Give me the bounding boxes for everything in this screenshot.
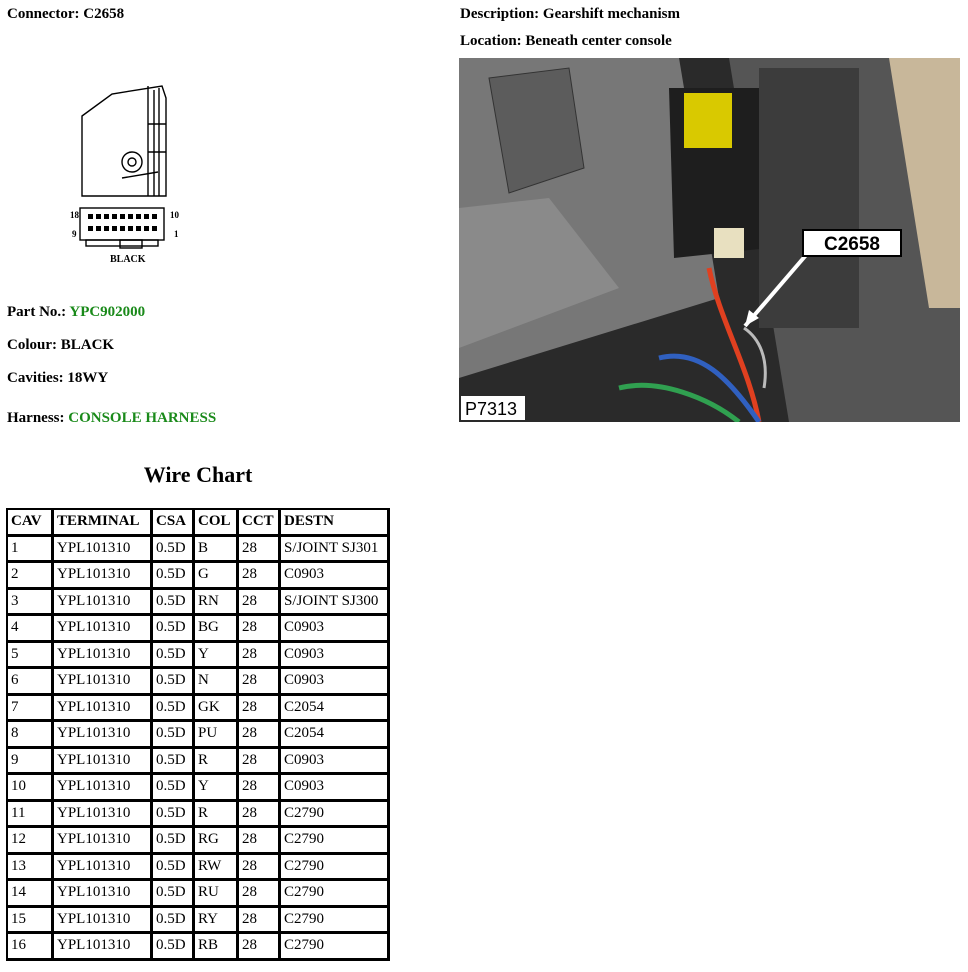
cell-csa: 0.5D	[153, 696, 195, 723]
part-number-link[interactable]: YPC902000	[69, 304, 146, 320]
cell-csa: 0.5D	[153, 881, 195, 908]
cell-destn: C0903	[281, 563, 390, 590]
part-number-field	[7, 304, 145, 321]
cell-terminal: YPL101310	[54, 775, 153, 802]
cell-col: Y	[195, 775, 239, 802]
cavities-value: 18WY	[67, 370, 109, 386]
diagram-colour-caption: BLACK	[110, 254, 146, 265]
cell-cav: 10	[8, 775, 54, 802]
colour-field	[7, 337, 114, 354]
wire-chart-row	[8, 643, 390, 670]
wire-chart-row	[8, 775, 390, 802]
cell-destn: C0903	[281, 643, 390, 670]
wire-chart-row	[8, 934, 390, 961]
cell-destn: S/JOINT SJ301	[281, 537, 390, 564]
cell-csa: 0.5D	[153, 802, 195, 829]
wire-chart-row	[8, 669, 390, 696]
cell-cav: 12	[8, 828, 54, 855]
connector-value: C2658	[83, 6, 125, 22]
cell-terminal: YPL101310	[54, 696, 153, 723]
cell-col: R	[195, 802, 239, 829]
wire-chart-title: Wire Chart	[143, 462, 253, 487]
connector-label: Connector:	[7, 6, 80, 22]
cell-cav: 1	[8, 537, 54, 564]
cell-terminal: YPL101310	[54, 643, 153, 670]
cell-csa: 0.5D	[153, 563, 195, 590]
cell-cav: 16	[8, 934, 54, 961]
cell-cav: 15	[8, 908, 54, 935]
cell-csa: 0.5D	[153, 669, 195, 696]
cell-destn: C2054	[281, 722, 390, 749]
cell-col: RN	[195, 590, 239, 617]
cell-csa: 0.5D	[153, 616, 195, 643]
cell-cct: 28	[239, 934, 281, 961]
cell-csa: 0.5D	[153, 855, 195, 882]
cell-cav: 14	[8, 881, 54, 908]
cell-cct: 28	[239, 537, 281, 564]
description-label: Description:	[460, 6, 540, 22]
cell-cav: 3	[8, 590, 54, 617]
cell-cct: 28	[239, 749, 281, 776]
part-number-label: Part No.:	[7, 304, 67, 320]
cell-cav: 4	[8, 616, 54, 643]
cell-destn: C2790	[281, 881, 390, 908]
cell-cct: 28	[239, 643, 281, 670]
cell-csa: 0.5D	[153, 828, 195, 855]
description-field	[460, 6, 680, 23]
colour-label: Colour:	[7, 337, 57, 353]
cell-csa: 0.5D	[153, 643, 195, 670]
cell-csa: 0.5D	[153, 934, 195, 961]
cell-terminal: YPL101310	[54, 563, 153, 590]
cell-cct: 28	[239, 855, 281, 882]
cell-col: B	[195, 537, 239, 564]
cell-cav: 7	[8, 696, 54, 723]
wire-chart-row	[8, 749, 390, 776]
cell-terminal: YPL101310	[54, 802, 153, 829]
cell-csa: 0.5D	[153, 590, 195, 617]
location-label: Location:	[460, 33, 522, 49]
wire-chart-row	[8, 802, 390, 829]
harness-field	[7, 410, 216, 427]
colour-value: BLACK	[60, 337, 115, 353]
cell-col: GK	[195, 696, 239, 723]
wire-chart-body	[8, 537, 390, 961]
cell-terminal: YPL101310	[54, 749, 153, 776]
cell-cct: 28	[239, 696, 281, 723]
cell-csa: 0.5D	[153, 749, 195, 776]
cell-cct: 28	[239, 828, 281, 855]
wire-chart-table	[6, 508, 390, 961]
cell-terminal: YPL101310	[54, 616, 153, 643]
wire-chart-row	[8, 908, 390, 935]
header-cav: CAV	[8, 510, 54, 537]
cell-terminal: YPL101310	[54, 908, 153, 935]
cell-cct: 28	[239, 616, 281, 643]
cell-col: RG	[195, 828, 239, 855]
cell-col: R	[195, 749, 239, 776]
pin-label-10: 10	[170, 210, 179, 220]
cell-destn: C2790	[281, 855, 390, 882]
cell-destn: S/JOINT SJ300	[281, 590, 390, 617]
cell-cct: 28	[239, 881, 281, 908]
cell-cct: 28	[239, 722, 281, 749]
cell-destn: C0903	[281, 749, 390, 776]
cell-csa: 0.5D	[153, 908, 195, 935]
location-photo	[459, 58, 960, 422]
wire-chart-row	[8, 616, 390, 643]
cell-terminal: YPL101310	[54, 855, 153, 882]
connector-field	[7, 6, 124, 23]
cell-col: BG	[195, 616, 239, 643]
pin-label-1: 1	[174, 229, 179, 239]
cell-cav: 8	[8, 722, 54, 749]
wire-chart-row	[8, 590, 390, 617]
cell-col: Y	[195, 643, 239, 670]
wire-chart-row	[8, 696, 390, 723]
cell-destn: C0903	[281, 616, 390, 643]
pin-label-9: 9	[72, 229, 77, 239]
cell-col: RU	[195, 881, 239, 908]
cell-cav: 11	[8, 802, 54, 829]
cell-cct: 28	[239, 590, 281, 617]
cell-destn: C2790	[281, 828, 390, 855]
cell-destn: C2054	[281, 696, 390, 723]
wire-chart-row	[8, 828, 390, 855]
cell-cav: 6	[8, 669, 54, 696]
cell-destn: C0903	[281, 669, 390, 696]
cell-cct: 28	[239, 563, 281, 590]
wire-chart-header-row	[8, 510, 390, 537]
photo-reference-label: P7313	[465, 399, 518, 419]
cell-terminal: YPL101310	[54, 881, 153, 908]
cell-cav: 5	[8, 643, 54, 670]
header-terminal: TERMINAL	[54, 510, 153, 537]
cell-cct: 28	[239, 802, 281, 829]
cavities-label: Cavities:	[7, 370, 64, 386]
cell-csa: 0.5D	[153, 775, 195, 802]
header-cct: CCT	[239, 510, 281, 537]
wire-chart-row	[8, 563, 390, 590]
wire-chart-row	[8, 881, 390, 908]
cell-cav: 13	[8, 855, 54, 882]
cell-col: PU	[195, 722, 239, 749]
cell-col: RY	[195, 908, 239, 935]
cell-destn: C2790	[281, 908, 390, 935]
location-value: Beneath center console	[525, 33, 672, 49]
cell-col: RW	[195, 855, 239, 882]
header-csa: CSA	[153, 510, 195, 537]
cell-cct: 28	[239, 669, 281, 696]
header-col: COL	[195, 510, 239, 537]
cell-col: N	[195, 669, 239, 696]
wire-chart-row	[8, 855, 390, 882]
cell-terminal: YPL101310	[54, 537, 153, 564]
cavities-field	[7, 370, 108, 387]
wire-chart-row	[8, 722, 390, 749]
cell-destn: C0903	[281, 775, 390, 802]
pin-label-18: 18	[70, 210, 79, 220]
cell-terminal: YPL101310	[54, 934, 153, 961]
wire-chart-row	[8, 537, 390, 564]
cell-col: RB	[195, 934, 239, 961]
cell-csa: 0.5D	[153, 722, 195, 749]
cell-destn: C2790	[281, 802, 390, 829]
header-destn: DESTN	[281, 510, 390, 537]
harness-label: Harness:	[7, 410, 65, 426]
cell-terminal: YPL101310	[54, 669, 153, 696]
cell-cav: 2	[8, 563, 54, 590]
cell-cct: 28	[239, 775, 281, 802]
description-value: Gearshift mechanism	[542, 6, 680, 22]
connector-diagram	[62, 80, 192, 270]
cell-terminal: YPL101310	[54, 828, 153, 855]
cell-col: G	[195, 563, 239, 590]
cell-csa: 0.5D	[153, 537, 195, 564]
location-field	[460, 33, 672, 50]
harness-link[interactable]: CONSOLE HARNESS	[68, 410, 217, 426]
cell-terminal: YPL101310	[54, 722, 153, 749]
cell-destn: C2790	[281, 934, 390, 961]
cell-cav: 9	[8, 749, 54, 776]
cell-cct: 28	[239, 908, 281, 935]
cell-terminal: YPL101310	[54, 590, 153, 617]
photo-callout-label: C2658	[824, 234, 880, 255]
